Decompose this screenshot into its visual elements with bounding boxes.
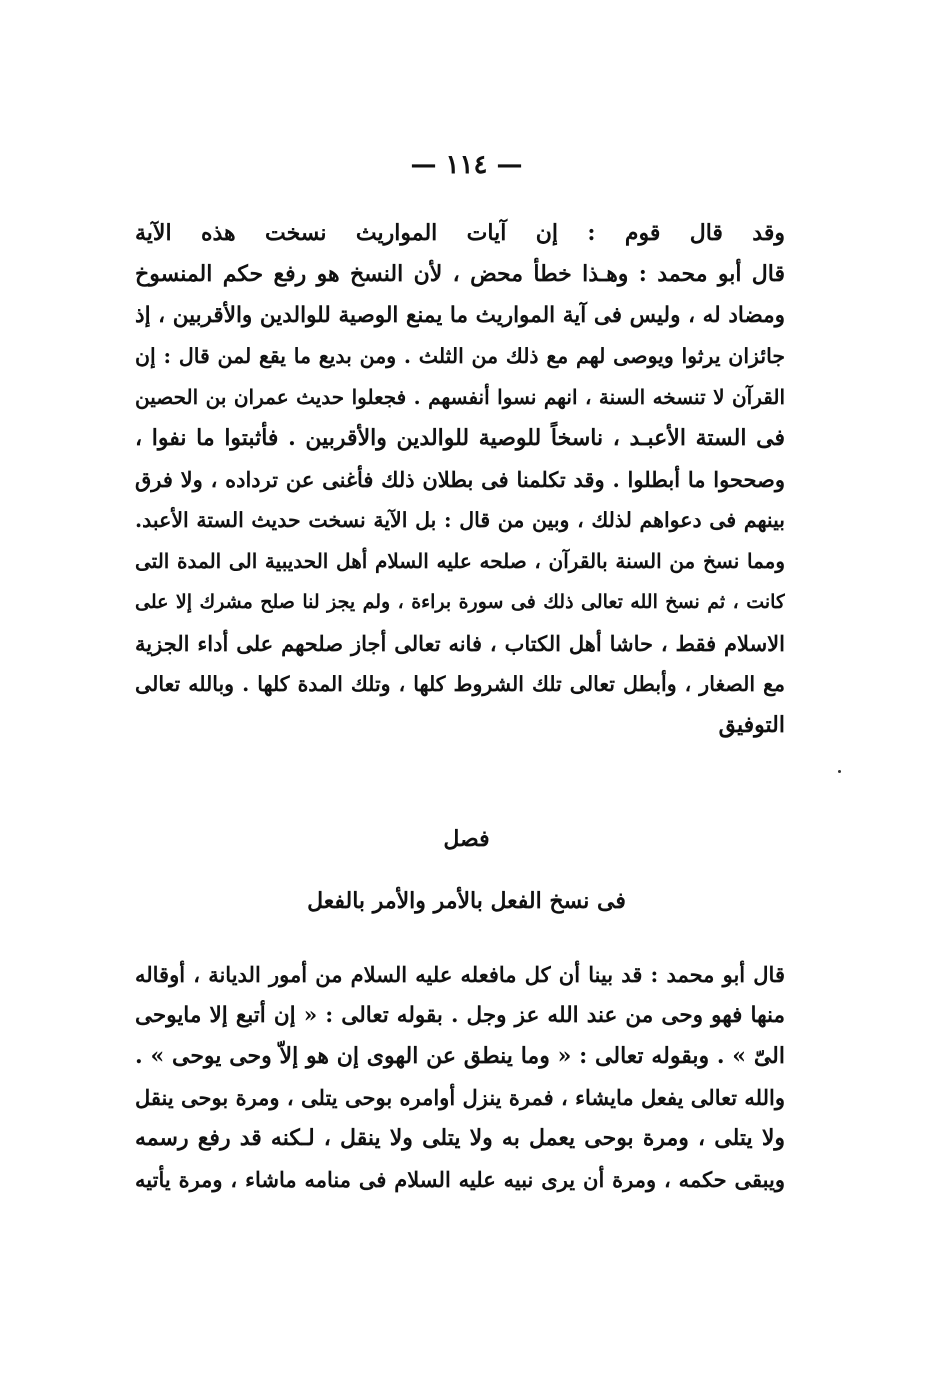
text-line: قال أبو محمد : وهـذا خطأ محض ، لأن النسخ هو رفع حكم المنسوخ — [135, 261, 785, 287]
paragraph-block-2 — [135, 954, 785, 1200]
text-line: والله تعالى يفعل مايشاء ، فمرة ينزل أوامره بوحى يتلى ، ومرة بوحى ينقل — [135, 1085, 785, 1110]
text-line: كانت ، ثم نسخ الله تعالى ذلك فى سورة براءة ، ولم يجز لنا صلح مشرك إلا على — [135, 591, 785, 613]
text-line: الاسلام فقط ، حاشا أهل الكتاب ، فانه تعالى أجاز صلحهم على أداء الجزية — [135, 631, 785, 656]
section-heading: فى نسخ الفعل بالأمر والأمر بالفعل — [307, 888, 626, 914]
text-line: ويبقى حكمه ، ومرة أن يرى نبيه عليه السلام فى منامه ماشاء ، ومرة يأتيه — [135, 1167, 785, 1192]
text-line: الىّ » . وبقوله تعالى : « وما ينطق عن الهوى إن هو إلاّ وحى يوحى » . — [135, 1043, 785, 1069]
text-line: قال أبو محمد : قد بينا أن كل مافعله عليه السلام من أمور الديانة ، أوقاله — [135, 962, 785, 987]
text-line: ومما نسخ من السنة بالقرآن ، صلحه عليه السلام أهل الحديبية الى المدة التى — [135, 549, 785, 573]
text-line: التوفيق — [718, 712, 785, 738]
text-line: وصححوا ما أبطلوا . وقد تكلمنا فى بطلان ذلك فأغنى عن ترداده ، ولا فرق — [135, 467, 785, 492]
paragraph-block-1 — [135, 213, 785, 746]
text-line: القرآن لا تنسخه السنة ، انهم نسوا أنفسهم . فجعلوا حديث عمران بن الحصين — [135, 385, 785, 409]
text-line: فى الستة الأعبـد ، ناسخاً للوصية للوالدين والأقربين . فأثبتوا ما نفوا ، — [135, 425, 785, 451]
print-speck — [838, 770, 841, 773]
text-line: ولا يتلى ، ومرة بوحى يعمل به ولا يتلى ولا ينقل ، لـكنه قد رفع رسمه — [135, 1125, 785, 1151]
text-line: جائزان يرثوا ويوصى لهم مع ذلك من الثلث . ومن بديع ما يقع لمن قال : إن — [135, 344, 785, 368]
page-number: — ١١٤ — — [410, 150, 523, 180]
text-line: وقد قال قوم : إن آيات المواريث نسخت هذه الآية — [135, 220, 785, 246]
text-line: منها فهو وحى من عند الله عز وجل . بقوله تعالى : « إن أتبع إلا مايوحى — [135, 1003, 785, 1028]
text-line: بينهم فى دعواهم لذلك ، وبين من قال : بل الآية نسخت حديث الستة الأعبد. — [135, 508, 785, 532]
section-label: فصل — [443, 826, 490, 852]
text-line: مع الصغار ، وأبطل تعالى تلك الشروط كلها ، وتلك المدة كلها . وبالله تعالى — [135, 672, 785, 696]
text-line: ومضاد له ، وليس فى آية المواريث ما يمنع الوصية للوالدين والأقربين ، إذ — [135, 303, 785, 328]
